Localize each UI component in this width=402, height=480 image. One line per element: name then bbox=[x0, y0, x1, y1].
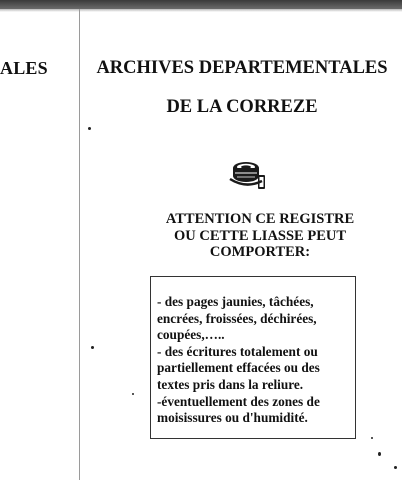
archive-emblem-icon bbox=[228, 159, 270, 193]
notice-line: moisissures ou d'humidité. bbox=[157, 410, 308, 426]
notice-line: coupées,….. bbox=[157, 327, 225, 343]
notice-line: partiellement effacées ou des bbox=[157, 360, 320, 376]
warning-line: COMPORTER: bbox=[209, 244, 311, 260]
left-page-title-fragment: ALES bbox=[0, 58, 48, 78]
notice-text bbox=[157, 294, 357, 427]
notice-line: encrées, froissées, déchirées, bbox=[157, 310, 317, 326]
scan-speck bbox=[378, 452, 381, 456]
scan-speck bbox=[132, 393, 134, 395]
scan-edge-band bbox=[0, 0, 402, 9]
page-divider bbox=[79, 9, 80, 480]
scan-speck bbox=[394, 466, 397, 469]
scan-speck bbox=[371, 437, 373, 439]
warning-line: OU CETTE LIASSE PEUT bbox=[173, 227, 347, 244]
archive-title: ARCHIVES DEPARTEMENTALES bbox=[96, 58, 388, 78]
notice-line: textes pris dans la reliure. bbox=[157, 376, 304, 392]
scan-speck bbox=[91, 346, 94, 349]
notice-line: -éventuellement des zones de bbox=[157, 393, 320, 409]
notice-line: - des écritures totalement ou bbox=[157, 343, 318, 359]
warning-heading bbox=[150, 211, 370, 261]
notice-line: - des pages jaunies, tâchées, bbox=[157, 294, 314, 309]
warning-line: ATTENTION CE REGISTRE bbox=[165, 211, 355, 227]
archive-subtitle: DE LA CORREZE bbox=[166, 97, 318, 117]
notice-box bbox=[150, 276, 356, 439]
scan-speck bbox=[88, 127, 91, 130]
